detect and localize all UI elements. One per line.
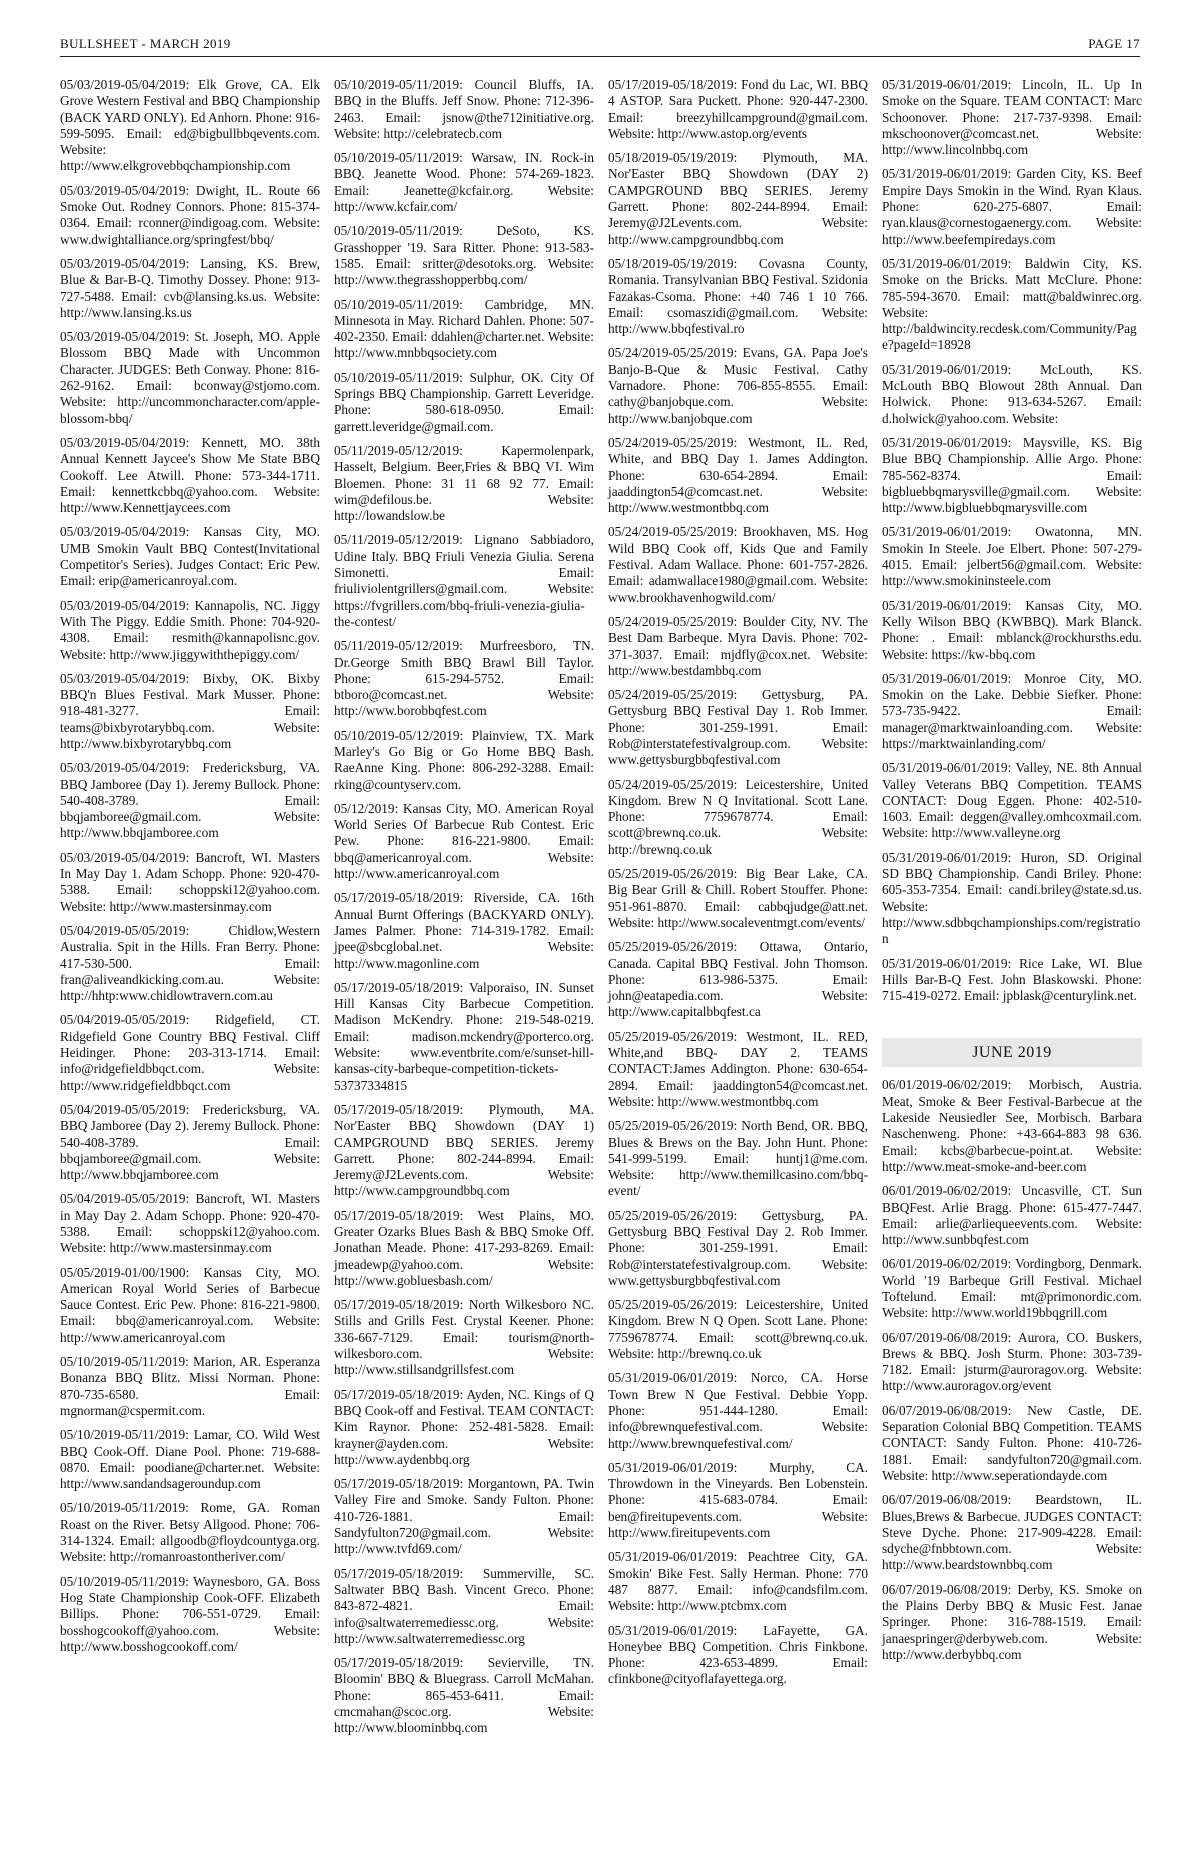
event-listing: 05/31/2019-06/01/2019: LaFayette, GA. Honeybee BBQ Competition. Chris Finkbone. Phone: 423-653-4899. Email: cfinkbone@cityoflafayettega.org.: [608, 1622, 868, 1687]
column-3: [608, 77, 868, 1745]
event-listing: 05/24/2019-05/25/2019: Westmont, IL. Red, White, and BBQ Day 1. James Addington. Phone: 630-654-2894. Email: jaaddington54@comcast.net. Website: http://www.westmontbbq.com: [608, 434, 868, 516]
event-listing: 05/03/2019-05/04/2019: Elk Grove, CA. Elk Grove Western Festival and BBQ Championship (BACK YARD ONLY). Ed Anhorn. Phone: 916-599-5095. Email: ed@bigbullbbqevents.com. Website: http://www.elkgrovebbqchampionship.com: [60, 77, 320, 174]
event-listing: 05/04/2019-05/05/2019: Fredericksburg, VA. BBQ Jamboree (Day 2). Jeremy Bullock. Phone: 540-408-3789. Email: bbqjamboree@gmail.com. Website: http://www.bbqjamboree.com: [60, 1101, 320, 1183]
event-listing: 05/31/2019-06/01/2019: Rice Lake, WI. Blue Hills Bar-B-Q Fest. John Blaskowski. Phone: 715-419-0272. Email: jpblask@centurylink.net.: [882, 955, 1142, 1004]
event-listing: 05/31/2019-06/01/2019: Monroe City, MO. Smokin on the Lake. Debbie Siefker. Phone: 573-735-9422. Email: manager@marktwainloanding.com. Website: https://marktwainlanding.com/: [882, 670, 1142, 751]
event-listing: 05/24/2019-05/25/2019: Evans, GA. Papa Joe's Banjo-B-Que & Music Festival. Cathy Varnadore. Phone: 706-855-8555. Email: cathy@banjobque.com. Website: http://www.banjobque.com: [608, 345, 868, 426]
event-listing: 05/12/2019: Kansas City, MO. American Royal World Series Of Barbecue Rub Contest. Eric Pew. Phone: 816-221-9800. Email: bbq@americanroyal.com. Website: http://www.americanroyal.com: [334, 800, 594, 882]
event-listing: 05/17/2019-05/18/2019: Summerville, SC. Saltwater BBQ Bash. Vincent Greco. Phone: 843-872-4821. Email: info@saltwaterremediessc.org. Website: http://www.saltwaterremediessc.org: [334, 1565, 594, 1646]
event-listing: 05/03/2019-05/04/2019: Kansas City, MO. UMB Smokin Vault BBQ Contest(Invitational Competitor's Series). Judges Contact: Eric Pew. Email: erip@americanroyal.com.: [60, 524, 320, 589]
event-listing: 05/25/2019-05/26/2019: North Bend, OR. BBQ, Blues & Brews on the Bay. John Hunt. Phone: 541-999-5199. Email: huntj1@me.com. Website: http://www.themillcasino.com/bbq-event/: [608, 1118, 868, 1199]
event-listing: 06/07/2019-06/08/2019: New Castle, DE. Separation Colonial BBQ Competition. TEAMS CONTACT: Sandy Fulton. Phone: 410-726-1881. Email: sandyfulton720@gmail.com. Website: http://www.seperationdayde.com: [882, 1402, 1142, 1483]
event-listing: 05/17/2019-05/18/2019: Valporaiso, IN. Sunset Hill Kansas City Barbecue Competition. Madison McKendry. Phone: 219-548-0219. Email: madison.mckendry@porterco.org. Website: www.eventbrite.com/e/sunset-hill-kansas-city-barbeque-competition-tickets-53737334815: [334, 979, 594, 1093]
event-listing: 05/24/2019-05/25/2019: Brookhaven, MS. Hog Wild BBQ Cook off, Kids Que and Family Festival. Adam Wallace. Phone: 601-757-2826. Email: adamwallace1980@gmail.com. Website: www.brookhavenhogwild.com/: [608, 524, 868, 605]
event-listing: 05/10/2019-05/11/2019: Rome, GA. Roman Roast on the River. Betsy Allgood. Phone: 706-314-1324. Email: allgoodb@floydcountyga.org. Website: http://romanroastontheriver.com/: [60, 1500, 320, 1565]
event-listing: 05/31/2019-06/01/2019: Lincoln, IL. Up In Smoke on the Square. TEAM CONTACT: Marc Schoonover. Phone: 217-737-9398. Email: mkschoonover@comcast.net. Website: http://www.lincolnbbq.com: [882, 77, 1142, 158]
event-listing: 05/10/2019-05/11/2019: Sulphur, OK. City Of Springs BBQ Championship. Garrett Leveridge. Phone: 580-618-0950. Email: garrett.leveridge@gmail.com.: [334, 369, 594, 434]
event-listing: 05/18/2019-05/19/2019: Covasna County, Romania. Transylvanian BBQ Festival. Szidonia Fazakas-Csoma. Phone: +40 746 1 10 766. Email: csomaszidi@gmail.com. Website: http://www.bbqfestival.ro: [608, 255, 868, 337]
event-listing: 05/04/2019-05/05/2019: Ridgefield, CT. Ridgefield Gone Country BBQ Festival. Cliff Heidinger. Phone: 203-313-1714. Email: info@ridgefieldbbqct.com. Website: http://www.ridgefieldbbqct.com: [60, 1012, 320, 1093]
event-listing: 05/10/2019-05/11/2019: Lamar, CO. Wild West BBQ Cook-Off. Diane Pool. Phone: 719-688-0870. Email: poodiane@charter.net. Website: http://www.sandandsageroundup.com: [60, 1427, 320, 1492]
event-listing: 05/31/2019-06/01/2019: Norco, CA. Horse Town Brew N Que Festival. Debbie Yopp. Phone: 951-444-1280. Email: info@brewnquefestival.com. Website: http://www.brewnquefestival.com/: [608, 1370, 868, 1451]
event-listing: 05/25/2019-05/26/2019: Gettysburg, PA. Gettysburg BBQ Festival Day 2. Rob Immer. Phone: 301-259-1991. Email: Rob@interstatefestivalgroup.com. Website: www.gettysburgbbqfestival.com: [608, 1207, 868, 1288]
event-listing: 05/10/2019-05/11/2019: Waynesboro, GA. Boss Hog State Championship Cook-OFF. Elizabeth Billips. Phone: 706-551-0729. Email: bosshogcookoff@yahoo.com. Website: http://www.bosshogcookoff.com/: [60, 1573, 320, 1654]
publication-title: BULLSHEET - MARCH 2019: [60, 36, 231, 51]
event-listing: 05/11/2019-05/12/2019: Murfreesboro, TN. Dr.George Smith BBQ Brawl Bill Taylor. Phone: 615-294-5752. Email: btboro@comcast.net. Website: http://www.borobbqfest.com: [334, 638, 594, 719]
event-listing: 05/03/2019-05/04/2019: Kannapolis, NC. Jiggy With The Piggy. Eddie Smith. Phone: 704-920-4308. Email: resmith@kannapolisnc.gov. Website: http://www.jiggywiththepiggy.com/: [60, 597, 320, 662]
event-listing: 05/17/2019-05/18/2019: Morgantown, PA. Twin Valley Fire and Smoke. Sandy Fulton. Phone: 410-726-1881. Email: Sandyfulton720@gmail.com. Website: http://www.tvfd69.com/: [334, 1476, 594, 1557]
event-listing: 05/31/2019-06/01/2019: Garden City, KS. Beef Empire Days Smokin in the Wind. Ryan Klaus. Phone: 620-275-6807. Email: ryan.klaus@cornestogaenergy.com. Website: http://www.beefempiredays.com: [882, 166, 1142, 247]
event-listing: 05/31/2019-06/01/2019: Baldwin City, KS. Smoke on the Bricks. Matt McClure. Phone: 785-594-3670. Email: matt@baldwinrec.org. Website: http://baldwincity.recdesk.com/Community/Page?pageId=18928: [882, 255, 1142, 353]
may-events-list: [882, 77, 1142, 1004]
june-section-heading: JUNE 2019: [882, 1038, 1142, 1067]
event-listing: 05/03/2019-05/04/2019: Bancroft, WI. Masters In May Day 1. Adam Schopp. Phone: 920-470-5388. Email: schoppski12@yahoo.com. Website: http://www.mastersinmay.com: [60, 849, 320, 914]
event-listing: 05/17/2019-05/18/2019: Fond du Lac, WI. BBQ 4 ASTOP. Sara Puckett. Phone: 920-447-2300. Email: breezyhillcampground@gmail.com. Website: http://www.astop.org/events: [608, 77, 868, 141]
event-listing: 05/05/2019-01/00/1900: Kansas City, MO. American Royal World Series of Barbecue Sauce Contest. Eric Pew. Phone: 816-221-9800. Email: bbq@americanroyal.com. Website: http://www.americanroyal.com: [60, 1264, 320, 1345]
event-listing: 05/03/2019-05/04/2019: St. Joseph, MO. Apple Blossom BBQ Made with Uncommon Character. JUDGES: Beth Conway. Phone: 816-262-9162. Email: bconway@stjomo.com. Website: http://uncommoncharacter.com/apple-blossom-bbq/: [60, 329, 320, 426]
event-listing: 05/31/2019-06/01/2019: McLouth, KS. McLouth BBQ Blowout 28th Annual. Dan Holwick. Phone: 913-634-5267. Email: d.holwick@yahoo.com. Website:: [882, 361, 1142, 426]
event-listing: 06/07/2019-06/08/2019: Aurora, CO. Buskers, Brews & BBQ. Josh Sturm. Phone: 303-739-7182. Email: jsturm@auroragov.org. Website: http://www.auroragov.org/event: [882, 1329, 1142, 1394]
event-listing: 05/25/2019-05/26/2019: Big Bear Lake, CA. Big Bear Grill & Chill. Robert Stouffer. Phone: 951-961-8870. Email: cabbqjudge@att.net. Website: http://www.socaleventmgt.com/events/: [608, 866, 868, 930]
event-listing: 06/07/2019-06/08/2019: Derby, KS. Smoke on the Plains Derby BBQ & Music Fest. Janae Springer. Phone: 316-788-1519. Email: janaespringer@derbyweb.com. Website: http://www.derbybbq.com: [882, 1581, 1142, 1662]
event-listing: 05/25/2019-05/26/2019: Ottawa, Ontario, Canada. Capital BBQ Festival. John Thomson. Phone: 613-986-5375. Email: john@eatapedia.com. Website: http://www.capitalbbqfest.ca: [608, 939, 868, 1020]
event-listing: 05/25/2019-05/26/2019: Westmont, IL. RED, White,and BBQ- DAY 2. TEAMS CONTACT:James Addington. Phone: 630-654-2894. Email: jaaddington54@comcast.net. Website: http://www.westmontbbq.com: [608, 1028, 868, 1109]
event-columns: [60, 77, 1140, 1745]
event-listing: 05/25/2019-05/26/2019: Leicestershire, United Kingdom. Brew N Q Open. Scott Lane. Phone: 7759678774. Email: scott@brewnq.co.uk. Website: http://brewnq.co.uk: [608, 1297, 868, 1362]
event-listing: 05/17/2019-05/18/2019: Plymouth, MA. Nor'Easter BBQ Showdown (DAY 1) CAMPGROUND BBQ SERIES. Jeremy Garrett. Phone: 802-244-8994. Email: Jeremy@J2Levents.com. Website: http://www.campgroundbbq.com: [334, 1101, 594, 1199]
event-listing: 05/24/2019-05/25/2019: Boulder City, NV. The Best Dam Barbeque. Myra Davis. Phone: 702-371-3037. Email: mjdfly@cox.net. Website: http://www.bestdambbq.com: [608, 613, 868, 678]
event-listing: 05/17/2019-05/18/2019: West Plains, MO. Greater Ozarks Blues Bash & BBQ Smoke Off. Jonathan Meade. Phone: 417-293-8269. Email: jmeadewp@yahoo.com. Website: http://www.gobluesbash.com/: [334, 1207, 594, 1288]
event-listing: 05/24/2019-05/25/2019: Leicestershire, United Kingdom. Brew N Q Invitational. Scott Lane. Phone: 7759678774. Email: scott@brewnq.co.uk. Website: http://brewnq.co.uk: [608, 776, 868, 857]
event-listing: 05/31/2019-06/01/2019: Peachtree City, GA. Smokin' Bike Fest. Sally Herman. Phone: 770 487 8877. Email: info@candsfilm.com. Website: http://www.ptcbmx.com: [608, 1549, 868, 1614]
event-listing: 05/03/2019-05/04/2019: Dwight, IL. Route 66 Smoke Out. Rodney Connors. Phone: 815-374-0364. Email: rconner@indigoag.com. Website: www.dwightalliance.org/springfest/bbq/: [60, 182, 320, 247]
event-listing: 05/10/2019-05/11/2019: DeSoto, KS. Grasshopper '19. Sara Ritter. Phone: 913-583-1585. Email: sritter@desotoks.org. Website: http://www.thegrasshopperbbq.com/: [334, 223, 594, 288]
event-listing: 05/31/2019-06/01/2019: Huron, SD. Original SD BBQ Championship. Candi Briley. Phone: 605-353-7354. Email: candi.briley@state.sd.us. Website: http://www.sdbbqchampionships.com/registration: [882, 849, 1142, 947]
event-listing: 05/31/2019-06/01/2019: Owatonna, MN. Smokin In Steele. Joe Elbert. Phone: 507-279-4015. Email: jelbert56@gmail.com. Website: http://www.smokininsteele.com: [882, 524, 1142, 589]
column-2: [334, 77, 594, 1745]
event-listing: 05/10/2019-05/12/2019: Plainview, TX. Mark Marley's Go Big or Go Home BBQ Bash. RaeAnne King. Phone: 806-292-3288. Email: rking@countyserv.com.: [334, 727, 594, 792]
june-events-list: [882, 1077, 1142, 1663]
event-listing: 05/17/2019-05/18/2019: Riverside, CA. 16th Annual Burnt Offerings (BACKYARD ONLY). James Palmer. Phone: 714-319-1782. Email: jpee@sbcglobal.net. Website: http://www.magonline.com: [334, 890, 594, 971]
event-listing: 05/24/2019-05/25/2019: Gettysburg, PA. Gettysburg BBQ Festival Day 1. Rob Immer. Phone: 301-259-1991. Email: Rob@interstatefestivalgroup.com. Website: www.gettysburgbbqfestival.com: [608, 687, 868, 768]
event-listing: 05/03/2019-05/04/2019: Fredericksburg, VA. BBQ Jamboree (Day 1). Jeremy Bullock. Phone: 540-408-3789. Email: bbqjamboree@gmail.com. Website: http://www.bbqjamboree.com: [60, 760, 320, 841]
event-listing: 05/10/2019-05/11/2019: Marion, AR. Esperanza Bonanza BBQ Blitz. Missi Norman. Phone: 870-735-6580. Email: mgnorman@cspermit.com.: [60, 1354, 320, 1418]
column-4: [882, 77, 1142, 1745]
event-listing: 05/11/2019-05/12/2019: Lignano Sabbiadoro, Udine Italy. BBQ Friuli Venezia Giulia. Serena Simonetti. Email: friuliviolentgrillers@gmail.com. Website: https://fvgrillers.com/bbq-friuli-venezia-giulia-the-contest/: [334, 532, 594, 629]
event-listing: 05/31/2019-06/01/2019: Valley, NE. 8th Annual Valley Veterans BBQ Competition. TEAMS CONTACT: Doug Eggen. Phone: 402-510-1603. Email: deggen@valley.omhcoxmail.com. Website: http://www.valleyne.org: [882, 760, 1142, 841]
page-number: PAGE 17: [1088, 36, 1140, 51]
event-listing: 05/31/2019-06/01/2019: Maysville, KS. Big Blue BBQ Championship. Allie Argo. Phone: 785-562-8374. Email: bigbluebbqmarysville@gmail.com. Website: http://www.bigbluebbqmarysville.com: [882, 434, 1142, 516]
event-listing: 05/03/2019-05/04/2019: Kennett, MO. 38th Annual Kennett Jaycee's Show Me State BBQ Cookoff. Lee Atwill. Phone: 573-344-1711. Email: kennettkcbbq@yahoo.com. Website: http://www.Kennettjaycees.com: [60, 434, 320, 516]
event-listing: 05/10/2019-05/11/2019: Warsaw, IN. Rock-in BBQ. Jeanette Wood. Phone: 574-269-1823. Email: Jeanette@kcfair.org. Website: http://www.kcfair.com/: [334, 150, 594, 215]
event-listing: 05/17/2019-05/18/2019: Sevierville, TN. Bloomin' BBQ & Bluegrass. Carroll McMahan. Phone: 865-453-6411. Email: cmcmahan@scoc.org. Website: http://www.bloominbbq.com: [334, 1655, 594, 1736]
event-listing: 05/31/2019-06/01/2019: Kansas City, MO. Kelly Wilson BBQ (KWBBQ). Mark Blanck. Phone: . Email: mblanck@rockhursths.edu. Website: https://kw-bbq.com: [882, 597, 1142, 662]
page-header: [60, 36, 1140, 57]
event-listing: 05/04/2019-05/05/2019: Bancroft, WI. Masters in May Day 2. Adam Schopp. Phone: 920-470-5388. Email: schoppski12@yahoo.com. Website: http://www.mastersinmay.com: [60, 1191, 320, 1256]
event-listing: 05/10/2019-05/11/2019: Cambridge, MN. Minnesota in May. Richard Dahlen. Phone: 507-402-2350. Email: ddahlen@charter.net. Website: http://www.mnbbqsociety.com: [334, 296, 594, 361]
event-listing: 05/18/2019-05/19/2019: Plymouth, MA. Nor'Easter BBQ Showdown (DAY 2) CAMPGROUND BBQ SERIES. Jeremy Garrett. Phone: 802-244-8994. Email: Jeremy@J2Levents.com. Website: http://www.campgroundbbq.com: [608, 150, 868, 247]
column-1: [60, 77, 320, 1745]
event-listing: 05/11/2019-05/12/2019: Kapermolenpark, Hasselt, Belgium. Beer,Fries & BBQ VI. Wim Bloemen. Phone: 31 11 68 92 77. Email: wim@defilous.be. Website: http://lowandslow.be: [334, 442, 594, 524]
event-listing: 05/03/2019-05/04/2019: Lansing, KS. Brew, Blue & Bar-B-Q. Timothy Dossey. Phone: 913-727-5488. Email: cvb@lansing.ks.us. Website: http://www.lansing.ks.us: [60, 255, 320, 320]
event-listing: 06/07/2019-06/08/2019: Beardstown, IL. Blues,Brews & Barbecue. JUDGES CONTACT: Steve Dyche. Phone: 217-909-4228. Email: sdyche@fnbbtown.com. Website: http://www.beardstownbbq.com: [882, 1492, 1142, 1573]
event-listing: 05/10/2019-05/11/2019: Council Bluffs, IA. BBQ in the Bluffs. Jeff Snow. Phone: 712-396-2463. Email: jsnow@the712initiative.org. Website: http://celebratecb.com: [334, 77, 594, 141]
event-listing: 05/17/2019-05/18/2019: Ayden, NC. Kings of Q BBQ Cook-off and Festival. TEAM CONTACT: Kim Raynor. Phone: 252-481-5828. Email: krayner@ayden.com. Website: http://www.aydenbbq.org: [334, 1386, 594, 1467]
event-listing: 05/04/2019-05/05/2019: Chidlow,Western Australia. Spit in the Hills. Fran Berry. Phone: 417-530-500. Email: fran@aliveandkicking.com.au. Website: http://hhtp:www.chidlowtravern.com.au: [60, 922, 320, 1004]
event-listing: 05/31/2019-06/01/2019: Murphy, CA. Throwdown in the Vineyards. Ben Lobenstein. Phone: 415-683-0784. Email: ben@fireitupevents.com. Website: http://www.fireitupevents.com: [608, 1459, 868, 1541]
event-listing: 06/01/2019-06/02/2019: Vordingborg, Denmark. World '19 Barbeque Grill Festival. Michael Toftelund. Email: mt@primonordic.com. Website: http://www.world19bbqgrill.com: [882, 1256, 1142, 1321]
event-listing: 06/01/2019-06/02/2019: Uncasville, CT. Sun BBQFest. Arlie Bragg. Phone: 615-477-7447. Email: arlie@arliequeevents.com. Website: http://www.sunbbqfest.com: [882, 1183, 1142, 1248]
event-listing: 06/01/2019-06/02/2019: Morbisch, Austria. Meat, Smoke & Beer Festival-Barbecue at the Lakeside Neusiedler See, Morbisch. Barbara Naschenweng. Phone: +43-664-883 98 636. Email: kcbs@barbecue-point.at. Website: http://www.meat-smoke-and-beer.com: [882, 1077, 1142, 1174]
event-listing: 05/03/2019-05/04/2019: Bixby, OK. Bixby BBQ'n Blues Festival. Mark Musser. Phone: 918-481-3277. Email: teams@bixbyrotarybbq.com. Website: http://www.bixbyrotarybbq.com: [60, 670, 320, 751]
event-listing: 05/17/2019-05/18/2019: North Wilkesboro NC. Stills and Grills Fest. Crystal Keener. Phone: 336-667-7129. Email: tourism@north-wilkesboro.com. Website: http://www.stillsandgrillsfest.com: [334, 1297, 594, 1378]
